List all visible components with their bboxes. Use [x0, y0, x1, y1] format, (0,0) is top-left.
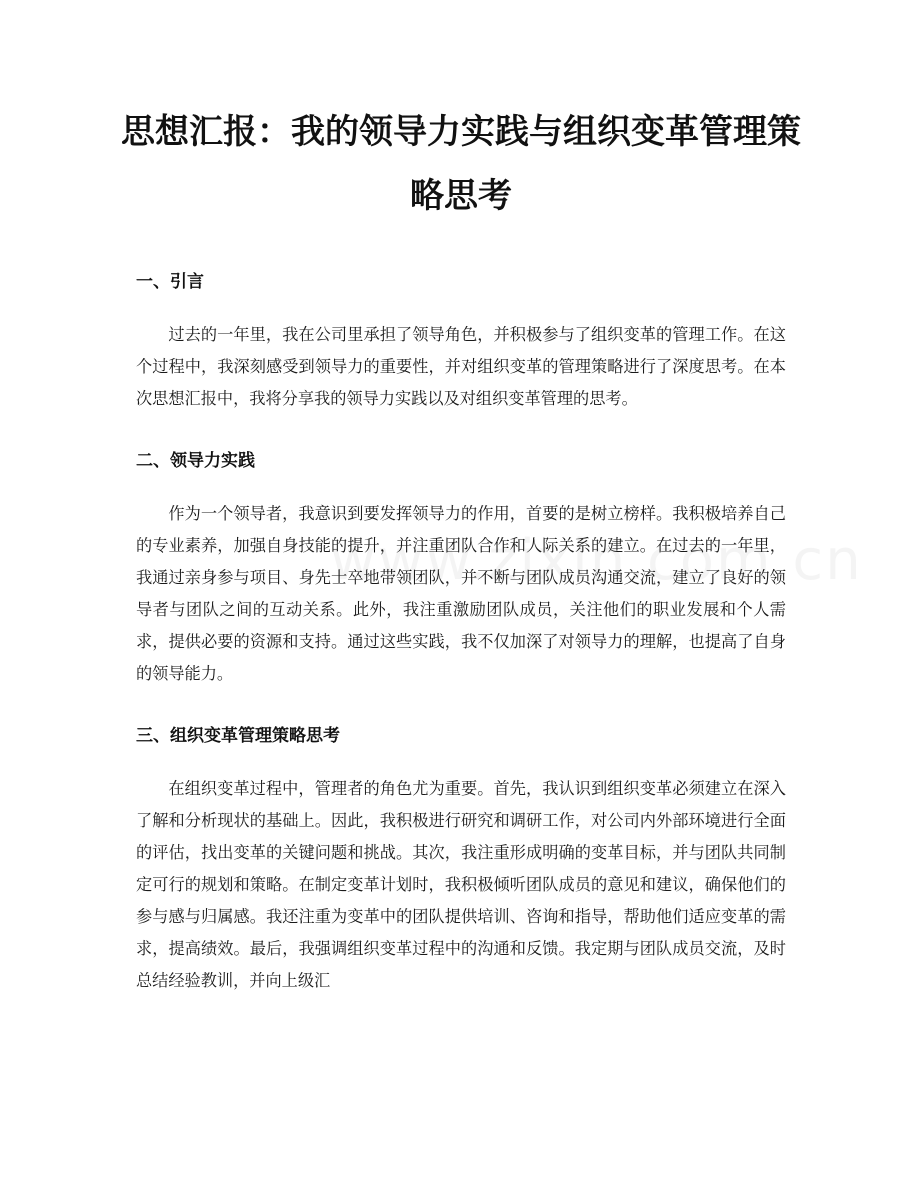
section-paragraph-introduction: 过去的一年里，我在公司里承担了领导角色，并积极参与了组织变革的管理工作。在这个过程中，我深刻感受到领导力的重要性，并对组织变革的管理策略进行了深度思考。在本次思想汇报中，我将分享我的领导力实践以及对组织变革管理的思考。	[136, 325, 786, 408]
section-paragraph-leadership-practice: 作为一个领导者，我意识到要发挥领导力的作用，首要的是树立榜样。我积极培养自己的专业素养，加强自身技能的提升，并注重团队合作和人际关系的建立。在过去的一年里，我通过亲身参与项目、身先士卒地带领团队，并不断与团队成员沟通交流，建立了良好的领导者与团队之间的互动关系。此外，我注重激励团队成员，关注他们的职业发展和个人需求，提供必要的资源和支持。通过这些实践，我不仅加深了对领导力的理解，也提高了自身的领导能力。	[136, 504, 786, 683]
section-heading-change-management: 三、组织变革管理策略思考	[136, 726, 340, 746]
section-heading-leadership-practice: 二、领导力实践	[136, 451, 255, 471]
section-heading-introduction: 一、引言	[136, 272, 204, 292]
document-title: 思想汇报：我的领导力实践与组织变革管理策略思考	[121, 112, 801, 216]
section-paragraph-change-management: 在组织变革过程中，管理者的角色尤为重要。首先，我认识到组织变革必须建立在深入了解和分析现状的基础上。因此，我积极进行研究和调研工作，对公司内外部环境进行全面的评估，找出变革的关键问题和挑战。其次，我注重形成明确的变革目标，并与团队共同制定可行的规划和策略。在制定变革计划时，我积极倾听团队成员的意见和建议，确保他们的参与感与归属感。我还注重为变革中的团队提供培训、咨询和指导，帮助他们适应变革的需求，提高绩效。最后，我强调组织变革过程中的沟通和反馈。我定期与团队成员交流，及时总结经验教训，并向上级汇	[136, 779, 786, 990]
